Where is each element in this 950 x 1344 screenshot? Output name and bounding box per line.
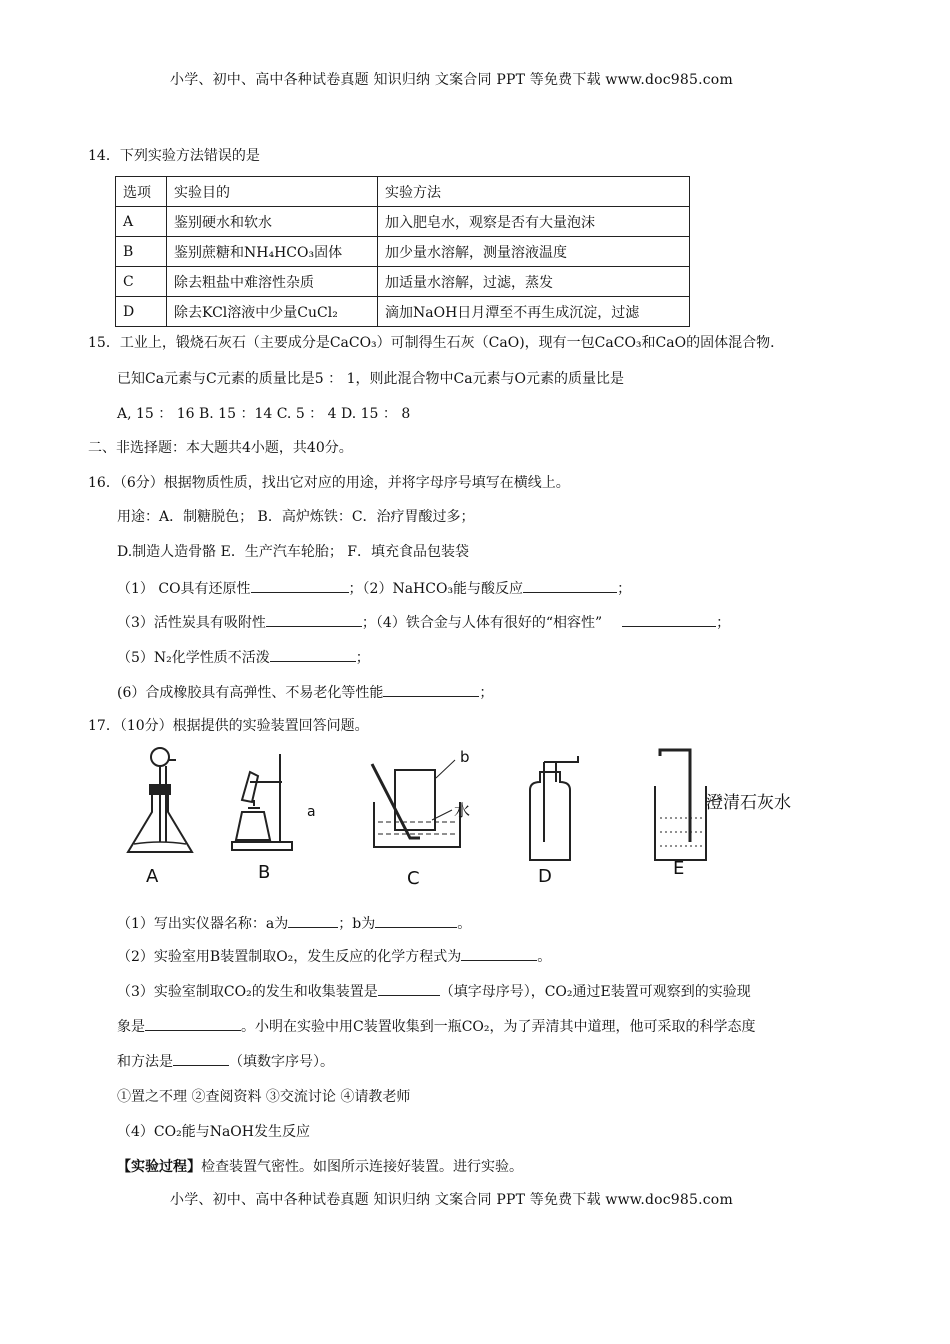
answer-blank[interactable] [378, 980, 440, 996]
apparatus-figure [110, 742, 830, 890]
figure-marker: a [307, 804, 316, 820]
q16-item-6 [117, 681, 493, 703]
answer-blank[interactable] [622, 611, 716, 627]
semicolon: ； [617, 581, 632, 597]
table-cell: 鉴别蔗糖和NH₄HCO₃固体 [167, 237, 378, 267]
q17-sub3-text-c: 象是 [117, 1019, 145, 1035]
table-cell: B [116, 237, 167, 267]
q17-stem: 17．（10分）根据提供的实验装置回答问题。 [88, 718, 369, 734]
figure-marker: b [460, 748, 470, 766]
semicolon: ； [355, 650, 370, 666]
semicolon: ； [479, 685, 494, 701]
process-text: 检查装置气密性。如图所示连接好装置。进行实验。 [201, 1159, 523, 1175]
answer-blank[interactable] [375, 912, 457, 928]
table-row [116, 267, 690, 297]
q16-part2-text: ；（2）NaHCO₃能与酸反应 [348, 581, 524, 597]
q17-sub2-text: （2）实验室用B装置制取O₂，发生反应的化学方程式为 [117, 949, 462, 965]
semicolon: ； [716, 615, 731, 631]
answer-blank[interactable] [461, 945, 537, 961]
q17-sub3-text-e: 和方法是 [117, 1054, 173, 1070]
q17-choices: ①置之不理 ②查阅资料 ③交流讨论 ④请教老师 [117, 1089, 411, 1105]
water-collection-apparatus-c [372, 760, 460, 847]
table-cell: A [116, 207, 167, 237]
table-cell: C [116, 267, 167, 297]
table-cell: 加适量水溶解，过滤，蒸发 [378, 267, 690, 297]
figure-label: D [538, 866, 552, 887]
q17-sub3-line2 [117, 1015, 756, 1037]
table-cell: 除去KCl溶液中少量CuCl₂ [167, 297, 378, 327]
q17-sub1-text: （1）写出实仪器名称：a为 [117, 916, 289, 932]
q17-sub1-text-b: ；b为 [338, 916, 376, 932]
q17-sub2-end: 。 [537, 949, 552, 965]
answer-blank[interactable] [383, 681, 479, 697]
q17-sub3-text-d: 。小明在实验中用C装置收集到一瓶CO₂，为了弄清其中道理，他可采取的科学态度 [241, 1019, 756, 1035]
table-row [116, 237, 690, 267]
process-label: 【实验过程】 [117, 1159, 201, 1175]
answer-blank[interactable] [251, 577, 349, 593]
table-cell: 除去粗盐中难溶性杂质 [167, 267, 378, 297]
q17-sub3-text-f: （填数字序号）。 [229, 1054, 334, 1070]
q14-stem: 14．下列实验方法错误的是 [88, 148, 260, 164]
page-header: 小学、初中、高中各种试卷真题 知识归纳 文案合同 PPT 等免费下载 www.doc985.com [170, 72, 733, 88]
gas-bottle-d [530, 756, 578, 860]
page-footer: 小学、初中、高中各种试卷真题 知识归纳 文案合同 PPT 等免费下载 www.doc985.com [170, 1192, 733, 1208]
table-cell: 鉴别硬水和软水 [167, 207, 378, 237]
table-cell: 加入肥皂水，观察是否有大量泡沫 [378, 207, 690, 237]
figure-label: C [407, 868, 420, 889]
q15-options: A, 15 ： 16 B. 15 ：14 C. 5 ： 4 D. 15 ： 8 [117, 406, 411, 422]
q14-table [115, 176, 690, 327]
flask-apparatus-a [128, 748, 192, 852]
q15-line1: 15．工业上，锻烧石灰石（主要成分是CaCO₃）可制得生石灰（CaO)，现有一包CaCO₃和CaO的固体混合物． [88, 335, 785, 351]
q16-part4-text: ；（4）铁合金与人体有很好的“相容性” [361, 615, 603, 631]
q17-sub1-end: 。 [457, 916, 472, 932]
heating-apparatus-b [232, 754, 292, 850]
figure-label: A [146, 866, 159, 887]
answer-blank[interactable] [270, 646, 356, 662]
figure-label: E [673, 858, 685, 879]
q16-uses-line2: D.制造人造骨骼 E．生产汽车轮胎； F．填充食品包装袋 [117, 544, 470, 560]
figure-marker: 水 [454, 801, 471, 820]
table-header-cell: 选项 [116, 177, 167, 207]
table-header-row [116, 177, 690, 207]
q16-part1-text: （1） CO具有还原性 [117, 581, 251, 597]
table-cell: 加少量水溶解，测量溶液温度 [378, 237, 690, 267]
figure-marker: 澄清石灰水 [706, 793, 791, 813]
q17-sub1 [117, 912, 471, 934]
q17-sub2 [117, 945, 551, 967]
answer-blank[interactable] [288, 912, 338, 928]
q17-sub4: （4）CO₂能与NaOH发生反应 [117, 1124, 310, 1140]
q16-stem: 16．（6分）根据物质性质，找出它对应的用途，并将字母序号填写在横线上。 [88, 475, 570, 491]
answer-blank[interactable] [523, 577, 617, 593]
q16-uses-line1: 用途：A．制糖脱色； B．高炉炼铁：C．治疗胃酸过多； [117, 509, 475, 525]
q16-part3-text: （3）活性炭具有吸附性 [117, 615, 266, 631]
q15-line2: 已知Ca元素与C元素的质量比是5 ： 1，则此混合物中Ca元素与O元素的质量比是 [117, 371, 625, 387]
q17-sub3-line1 [117, 980, 751, 1002]
table-row [116, 297, 690, 327]
figure-label: B [258, 862, 271, 883]
q16-item-1-2 [117, 577, 631, 599]
q17-sub3-text: （3）实验室制取CO₂的发生和收集装置是 [117, 984, 378, 1000]
q16-item-3-4 [117, 611, 730, 633]
q17-sub3-text-b: （填字母序号），CO₂通过E装置可观察到的实验现 [439, 984, 751, 1000]
table-header-cell: 实验方法 [378, 177, 690, 207]
table-header-cell: 实验目的 [167, 177, 378, 207]
table-row [116, 207, 690, 237]
answer-blank[interactable] [145, 1015, 241, 1031]
q17-process [117, 1157, 523, 1177]
answer-blank[interactable] [266, 611, 362, 627]
table-cell: D [116, 297, 167, 327]
q17-sub3-line3 [117, 1050, 334, 1072]
section-heading: 二、非选择题：本大题共4小题，共40分。 [88, 440, 353, 456]
table-cell: 滴加NaOH日月潭至不再生成沉淀，过滤 [378, 297, 690, 327]
q16-item-5 [117, 646, 370, 668]
q16-part6-text: (6）合成橡胶具有高弹性、不易老化等性能 [117, 685, 384, 701]
q16-part5-text: （5）N₂化学性质不活泼 [117, 650, 270, 666]
answer-blank[interactable] [173, 1050, 229, 1066]
